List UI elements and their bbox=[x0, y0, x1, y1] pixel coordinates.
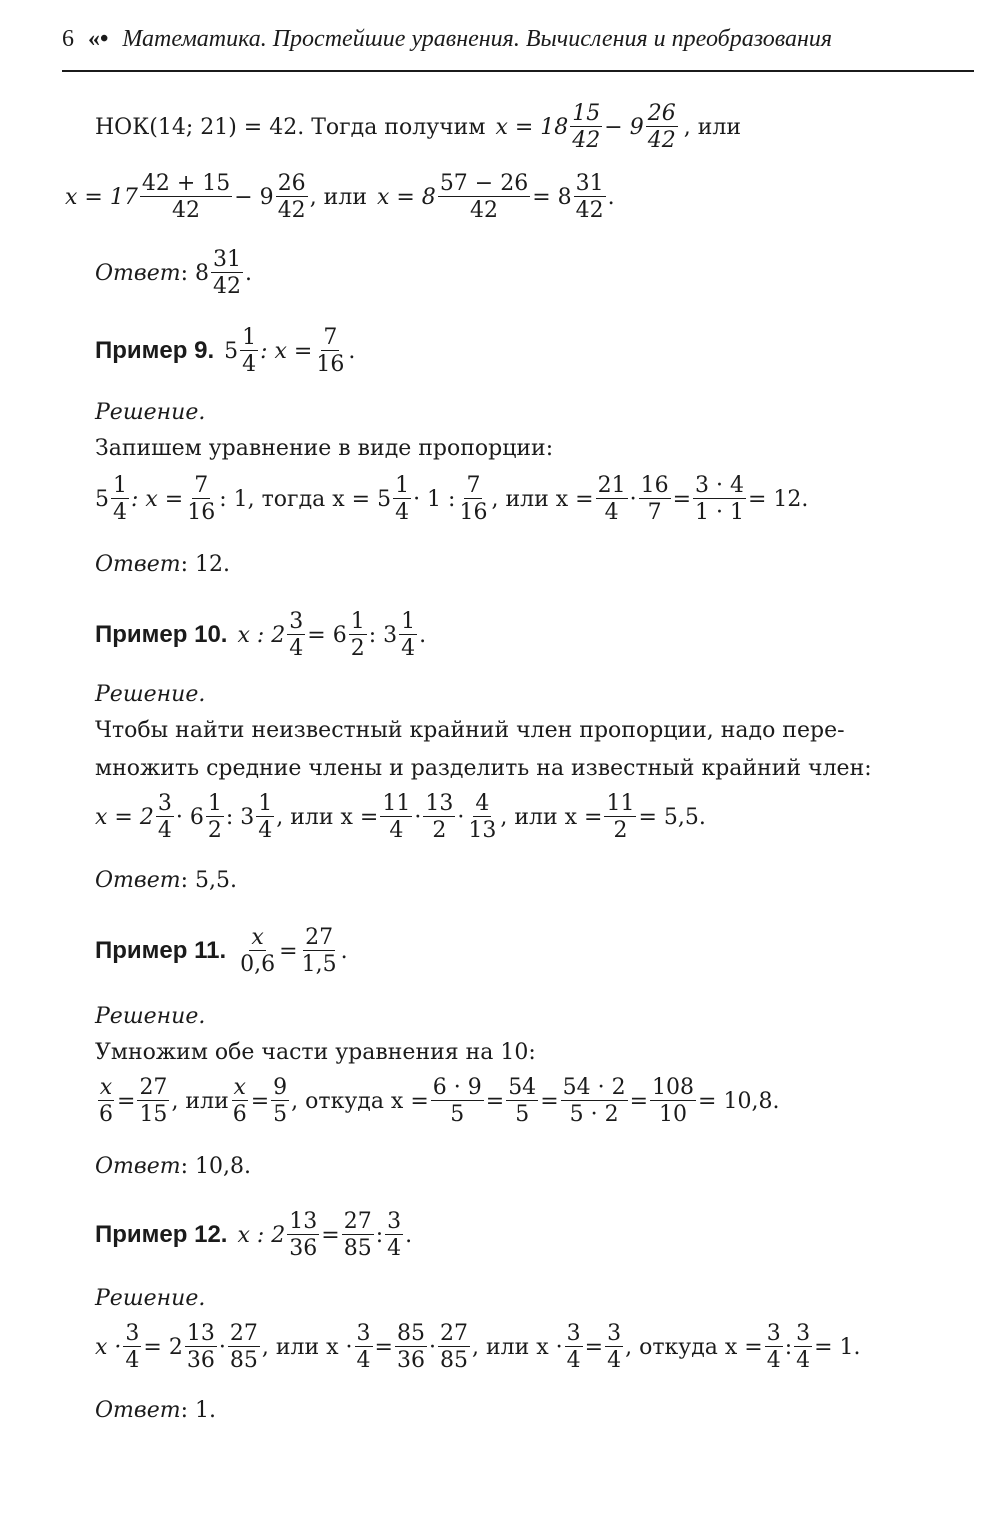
running-header bbox=[62, 26, 974, 72]
example-9-solution-line bbox=[95, 474, 808, 524]
denominator: 42 bbox=[172, 198, 201, 224]
expr-part: , или x · bbox=[471, 1334, 563, 1360]
fraction bbox=[240, 326, 258, 376]
numerator: 7 bbox=[323, 325, 338, 350]
text: , или bbox=[683, 114, 742, 140]
answer-value: : 5,5. bbox=[180, 868, 237, 893]
denominator: 4 bbox=[356, 1348, 371, 1374]
fraction bbox=[111, 474, 129, 524]
expr-part: · bbox=[218, 1334, 226, 1360]
denominator: 4 bbox=[113, 500, 127, 526]
numerator: 108 bbox=[652, 1075, 695, 1100]
numerator: 31 bbox=[213, 247, 241, 272]
numerator: 3 bbox=[356, 1321, 371, 1346]
expr-part: . bbox=[405, 1222, 413, 1248]
expr-part: = bbox=[279, 938, 298, 964]
answer-line bbox=[95, 1398, 216, 1423]
expr-part: = 5,5. bbox=[638, 804, 706, 830]
expr-part: = 10,8. bbox=[698, 1088, 780, 1114]
fraction bbox=[438, 172, 530, 222]
denominator: 4 bbox=[401, 636, 416, 662]
expr-part: 5 bbox=[224, 338, 239, 364]
denominator: 16 bbox=[316, 352, 345, 378]
numerator: 27 bbox=[343, 1209, 372, 1234]
numerator: 11 bbox=[382, 791, 411, 816]
denominator: 5 · 2 bbox=[569, 1102, 619, 1128]
numerator: 15 bbox=[572, 101, 601, 126]
fraction bbox=[639, 474, 671, 524]
expr-part: . bbox=[245, 260, 252, 286]
expr-part: = bbox=[250, 1088, 270, 1114]
denominator: 42 bbox=[572, 128, 601, 154]
denominator: 2 bbox=[613, 818, 628, 844]
answer-label: Ответ bbox=[95, 552, 181, 577]
expr bbox=[495, 102, 679, 152]
expr-part: = bbox=[672, 486, 692, 512]
expr-part: x = 8 bbox=[376, 184, 436, 210]
fraction bbox=[256, 792, 274, 842]
numerator: 3 bbox=[766, 1321, 781, 1346]
denominator: 42 bbox=[647, 128, 676, 154]
numerator: x bbox=[233, 1075, 246, 1100]
expr-part: = bbox=[321, 1222, 340, 1248]
fraction bbox=[574, 172, 606, 222]
numerator: 3 bbox=[607, 1321, 622, 1346]
denominator: 5 bbox=[273, 1102, 288, 1128]
example-11-title-line bbox=[95, 926, 348, 976]
example-title: Пример 12. bbox=[95, 1221, 228, 1249]
numerator: 13 bbox=[425, 791, 454, 816]
fraction bbox=[342, 1210, 374, 1260]
expr-part: , или x = bbox=[500, 804, 603, 830]
fraction bbox=[395, 1322, 427, 1372]
expr-part: = 2 bbox=[143, 1334, 183, 1360]
denominator: 85 bbox=[439, 1348, 468, 1374]
numerator: 26 bbox=[277, 171, 306, 196]
numerator: 31 bbox=[575, 171, 604, 196]
example-10-solution-line bbox=[95, 792, 706, 842]
denominator: 6 bbox=[232, 1102, 247, 1128]
numerator: 16 bbox=[640, 473, 669, 498]
expr-part: · bbox=[629, 486, 637, 512]
numerator: 1 bbox=[401, 609, 416, 634]
answer-value: : 1. bbox=[180, 1398, 216, 1423]
page-number: 6 bbox=[62, 26, 74, 52]
example-11-solution-line bbox=[95, 1076, 779, 1126]
numerator: 3 bbox=[387, 1209, 402, 1234]
expr-part: x · bbox=[95, 1334, 122, 1360]
answer-line bbox=[95, 248, 252, 298]
fraction bbox=[794, 1322, 812, 1372]
numerator: 4 bbox=[475, 791, 490, 816]
continuation-line-2 bbox=[65, 172, 615, 222]
expr-part: 5 bbox=[95, 486, 109, 512]
expr-part: : 3 bbox=[225, 804, 255, 830]
fraction bbox=[349, 610, 367, 660]
expr-part: : bbox=[784, 1334, 793, 1360]
continuation-line-1 bbox=[95, 102, 741, 152]
fraction bbox=[431, 1076, 484, 1126]
expr-part: , откуда x = bbox=[625, 1334, 763, 1360]
numerator: 26 bbox=[647, 101, 676, 126]
denominator: 4 bbox=[604, 500, 619, 526]
denominator: 5 bbox=[450, 1102, 465, 1128]
numerator: 3 bbox=[289, 609, 304, 634]
numerator: 27 bbox=[305, 925, 334, 950]
answer-line bbox=[95, 1154, 251, 1179]
denominator: 2 bbox=[432, 818, 447, 844]
denominator: 4 bbox=[289, 636, 304, 662]
fraction bbox=[438, 1322, 470, 1372]
fraction bbox=[314, 326, 346, 376]
example-12-solution-line bbox=[95, 1322, 861, 1372]
fraction bbox=[185, 474, 217, 524]
denominator: 7 bbox=[647, 500, 662, 526]
answer-value: : 12. bbox=[180, 552, 230, 577]
example-title: Пример 11. bbox=[95, 937, 227, 965]
numerator: 1 bbox=[242, 325, 257, 350]
numerator: 3 bbox=[566, 1321, 581, 1346]
fraction bbox=[650, 1076, 696, 1126]
expr-part: x : 2 bbox=[237, 1222, 286, 1248]
denominator: 16 bbox=[187, 500, 216, 526]
expr-part: = bbox=[584, 1334, 604, 1360]
fraction bbox=[506, 1076, 538, 1126]
denominator: 0,6 bbox=[240, 952, 276, 978]
expr-part: , или bbox=[171, 1088, 229, 1114]
numerator: 3 bbox=[125, 1321, 140, 1346]
fraction bbox=[140, 172, 232, 222]
fraction bbox=[287, 1210, 319, 1260]
expr-part: , или x = bbox=[276, 804, 379, 830]
solution-text: множить средние члены и разделить на известный крайний член: bbox=[95, 756, 872, 781]
fraction bbox=[765, 1322, 783, 1372]
expr-part: = 8 bbox=[532, 184, 572, 210]
fraction bbox=[570, 102, 602, 152]
expr-part: = 6 bbox=[307, 622, 347, 648]
expr-part: x = 18 bbox=[495, 114, 569, 140]
denominator: 13 bbox=[468, 818, 497, 844]
fraction bbox=[646, 102, 678, 152]
expr-part: , или x · bbox=[261, 1334, 353, 1360]
expr-part: − 9 bbox=[604, 114, 644, 140]
expr-part: = bbox=[540, 1088, 559, 1114]
fraction bbox=[565, 1322, 583, 1372]
answer-label: Ответ bbox=[95, 260, 181, 286]
expr-part: : bbox=[375, 1222, 384, 1248]
denominator: 42 bbox=[213, 274, 241, 300]
numerator: 57 − 26 bbox=[439, 171, 529, 196]
solution-text: Чтобы найти неизвестный крайний член пропорции, надо пере- bbox=[95, 718, 845, 743]
expr-part: : x = bbox=[131, 486, 184, 512]
answer-label: Ответ bbox=[95, 868, 181, 893]
expr-part: : 1, тогда x = 5 bbox=[219, 486, 392, 512]
numerator: 21 bbox=[597, 473, 626, 498]
numerator: 7 bbox=[194, 473, 209, 498]
answer-value: : 8 bbox=[180, 260, 209, 286]
numerator: 3 bbox=[796, 1321, 811, 1346]
answer-line bbox=[95, 552, 230, 577]
denominator: 4 bbox=[387, 1236, 402, 1262]
fraction bbox=[206, 792, 224, 842]
denominator: 10 bbox=[659, 1102, 688, 1128]
denominator: 4 bbox=[395, 500, 410, 526]
expr-part: x : 2 bbox=[237, 622, 286, 648]
expr-part: x = 2 bbox=[95, 804, 154, 830]
expr-part: : x = bbox=[260, 338, 313, 364]
denominator: 4 bbox=[796, 1348, 811, 1374]
example-title: Пример 9. bbox=[95, 337, 215, 365]
expr-part: . bbox=[419, 622, 427, 648]
denominator: 15 bbox=[139, 1102, 168, 1128]
fraction bbox=[123, 1322, 141, 1372]
denominator: 16 bbox=[459, 500, 488, 526]
expr-part: · 6 bbox=[175, 804, 204, 830]
solution-text: Умножим обе части уравнения на 10: bbox=[95, 1040, 536, 1065]
numerator: 27 bbox=[139, 1075, 168, 1100]
fraction bbox=[393, 474, 411, 524]
expr-part: x = 17 bbox=[65, 184, 138, 210]
numerator: 1 bbox=[113, 473, 127, 498]
answer-label: Ответ bbox=[95, 1154, 181, 1179]
numerator: 27 bbox=[229, 1321, 258, 1346]
numerator: 13 bbox=[289, 1209, 318, 1234]
denominator: 2 bbox=[350, 636, 365, 662]
denominator: 4 bbox=[766, 1348, 781, 1374]
fraction bbox=[276, 172, 308, 222]
denominator: 85 bbox=[229, 1348, 258, 1374]
expr-part: : 3 bbox=[368, 622, 398, 648]
fraction bbox=[457, 474, 489, 524]
denominator: 4 bbox=[258, 818, 273, 844]
answer-label: Ответ bbox=[95, 1398, 181, 1423]
fraction bbox=[385, 1210, 403, 1260]
header-mark: «• bbox=[88, 26, 109, 52]
expr-part: = bbox=[374, 1334, 393, 1360]
fraction bbox=[211, 248, 243, 298]
example-9-title-line bbox=[95, 326, 355, 376]
numerator: 1 bbox=[207, 791, 222, 816]
expr-part: , или x = bbox=[491, 486, 594, 512]
numerator: 9 bbox=[273, 1075, 288, 1100]
denominator: 2 bbox=[207, 818, 222, 844]
denominator: 4 bbox=[389, 818, 404, 844]
example-10-title-line bbox=[95, 610, 426, 660]
expr-part: = bbox=[485, 1088, 505, 1114]
solution-label: Решение. bbox=[95, 1004, 206, 1029]
fraction bbox=[693, 474, 746, 524]
numerator: 7 bbox=[466, 473, 481, 498]
header-title: Математика. Простейшие уравнения. Вычисления и преобразования bbox=[122, 26, 833, 52]
expr-part: = 12. bbox=[748, 486, 809, 512]
numerator: 11 bbox=[606, 791, 635, 816]
expr-part: . bbox=[607, 184, 615, 210]
fraction bbox=[605, 1322, 623, 1372]
expr-part: · bbox=[457, 804, 465, 830]
numerator: 1 bbox=[350, 609, 365, 634]
denominator: 4 bbox=[607, 1348, 622, 1374]
denominator: 5 bbox=[515, 1102, 530, 1128]
numerator: 85 bbox=[396, 1321, 425, 1346]
expr-part: = bbox=[117, 1088, 136, 1114]
numerator: 54 bbox=[508, 1075, 537, 1100]
example-12-title-line bbox=[95, 1210, 412, 1260]
denominator: 4 bbox=[157, 818, 172, 844]
denominator: 36 bbox=[396, 1348, 425, 1374]
text: НОК(14; 21) = 42. Тогда получим bbox=[95, 114, 486, 140]
fraction bbox=[399, 610, 417, 660]
fraction bbox=[231, 1076, 249, 1126]
fraction bbox=[97, 1076, 115, 1126]
text: , или bbox=[309, 184, 367, 210]
numerator: 6 · 9 bbox=[432, 1075, 482, 1100]
solution-label: Решение. bbox=[95, 682, 206, 707]
numerator: 27 bbox=[439, 1321, 468, 1346]
fraction bbox=[423, 792, 455, 842]
solution-label: Решение. bbox=[95, 1286, 206, 1311]
fraction bbox=[238, 926, 277, 976]
fraction bbox=[185, 1322, 217, 1372]
expr-part: − 9 bbox=[234, 184, 274, 210]
fraction bbox=[355, 1322, 373, 1372]
denominator: 1,5 bbox=[301, 952, 337, 978]
denominator: 4 bbox=[125, 1348, 140, 1374]
expr-part: . bbox=[348, 338, 356, 364]
denominator: 42 bbox=[470, 198, 499, 224]
fraction bbox=[604, 792, 636, 842]
fraction bbox=[561, 1076, 628, 1126]
numerator: 1 bbox=[258, 791, 273, 816]
fraction bbox=[596, 474, 628, 524]
numerator: 54 · 2 bbox=[562, 1075, 626, 1100]
solution-text: Запишем уравнение в виде пропорции: bbox=[95, 436, 554, 461]
expr-part: · bbox=[414, 804, 422, 830]
numerator: 3 bbox=[157, 791, 172, 816]
expr-part: · bbox=[428, 1334, 436, 1360]
fraction bbox=[287, 610, 305, 660]
expr-part: = 1. bbox=[814, 1334, 861, 1360]
fraction bbox=[300, 926, 339, 976]
solution-label: Решение. bbox=[95, 400, 206, 425]
denominator: 1 · 1 bbox=[695, 500, 744, 526]
denominator: 36 bbox=[289, 1236, 318, 1262]
denominator: 42 bbox=[277, 198, 306, 224]
denominator: 36 bbox=[186, 1348, 215, 1374]
fraction bbox=[156, 792, 174, 842]
denominator: 4 bbox=[566, 1348, 581, 1374]
numerator: 1 bbox=[395, 473, 410, 498]
denominator: 85 bbox=[343, 1236, 372, 1262]
fraction bbox=[228, 1322, 260, 1372]
fraction bbox=[137, 1076, 169, 1126]
denominator: 4 bbox=[242, 352, 257, 378]
numerator: x bbox=[99, 1075, 113, 1100]
answer-value: : 10,8. bbox=[180, 1154, 251, 1179]
denominator: 42 bbox=[575, 198, 604, 224]
fraction bbox=[466, 792, 498, 842]
fraction bbox=[271, 1076, 289, 1126]
fraction bbox=[380, 792, 412, 842]
numerator: 13 bbox=[186, 1321, 215, 1346]
numerator: 3 · 4 bbox=[695, 473, 744, 498]
expr-part: · 1 : bbox=[413, 486, 456, 512]
numerator: 42 + 15 bbox=[141, 171, 231, 196]
denominator: 6 bbox=[99, 1102, 113, 1128]
example-title: Пример 10. bbox=[95, 621, 228, 649]
numerator: x bbox=[251, 925, 264, 950]
expr-part: = bbox=[629, 1088, 649, 1114]
expr-part: . bbox=[340, 938, 348, 964]
answer-line bbox=[95, 868, 237, 893]
expr-part: , откуда x = bbox=[291, 1088, 429, 1114]
